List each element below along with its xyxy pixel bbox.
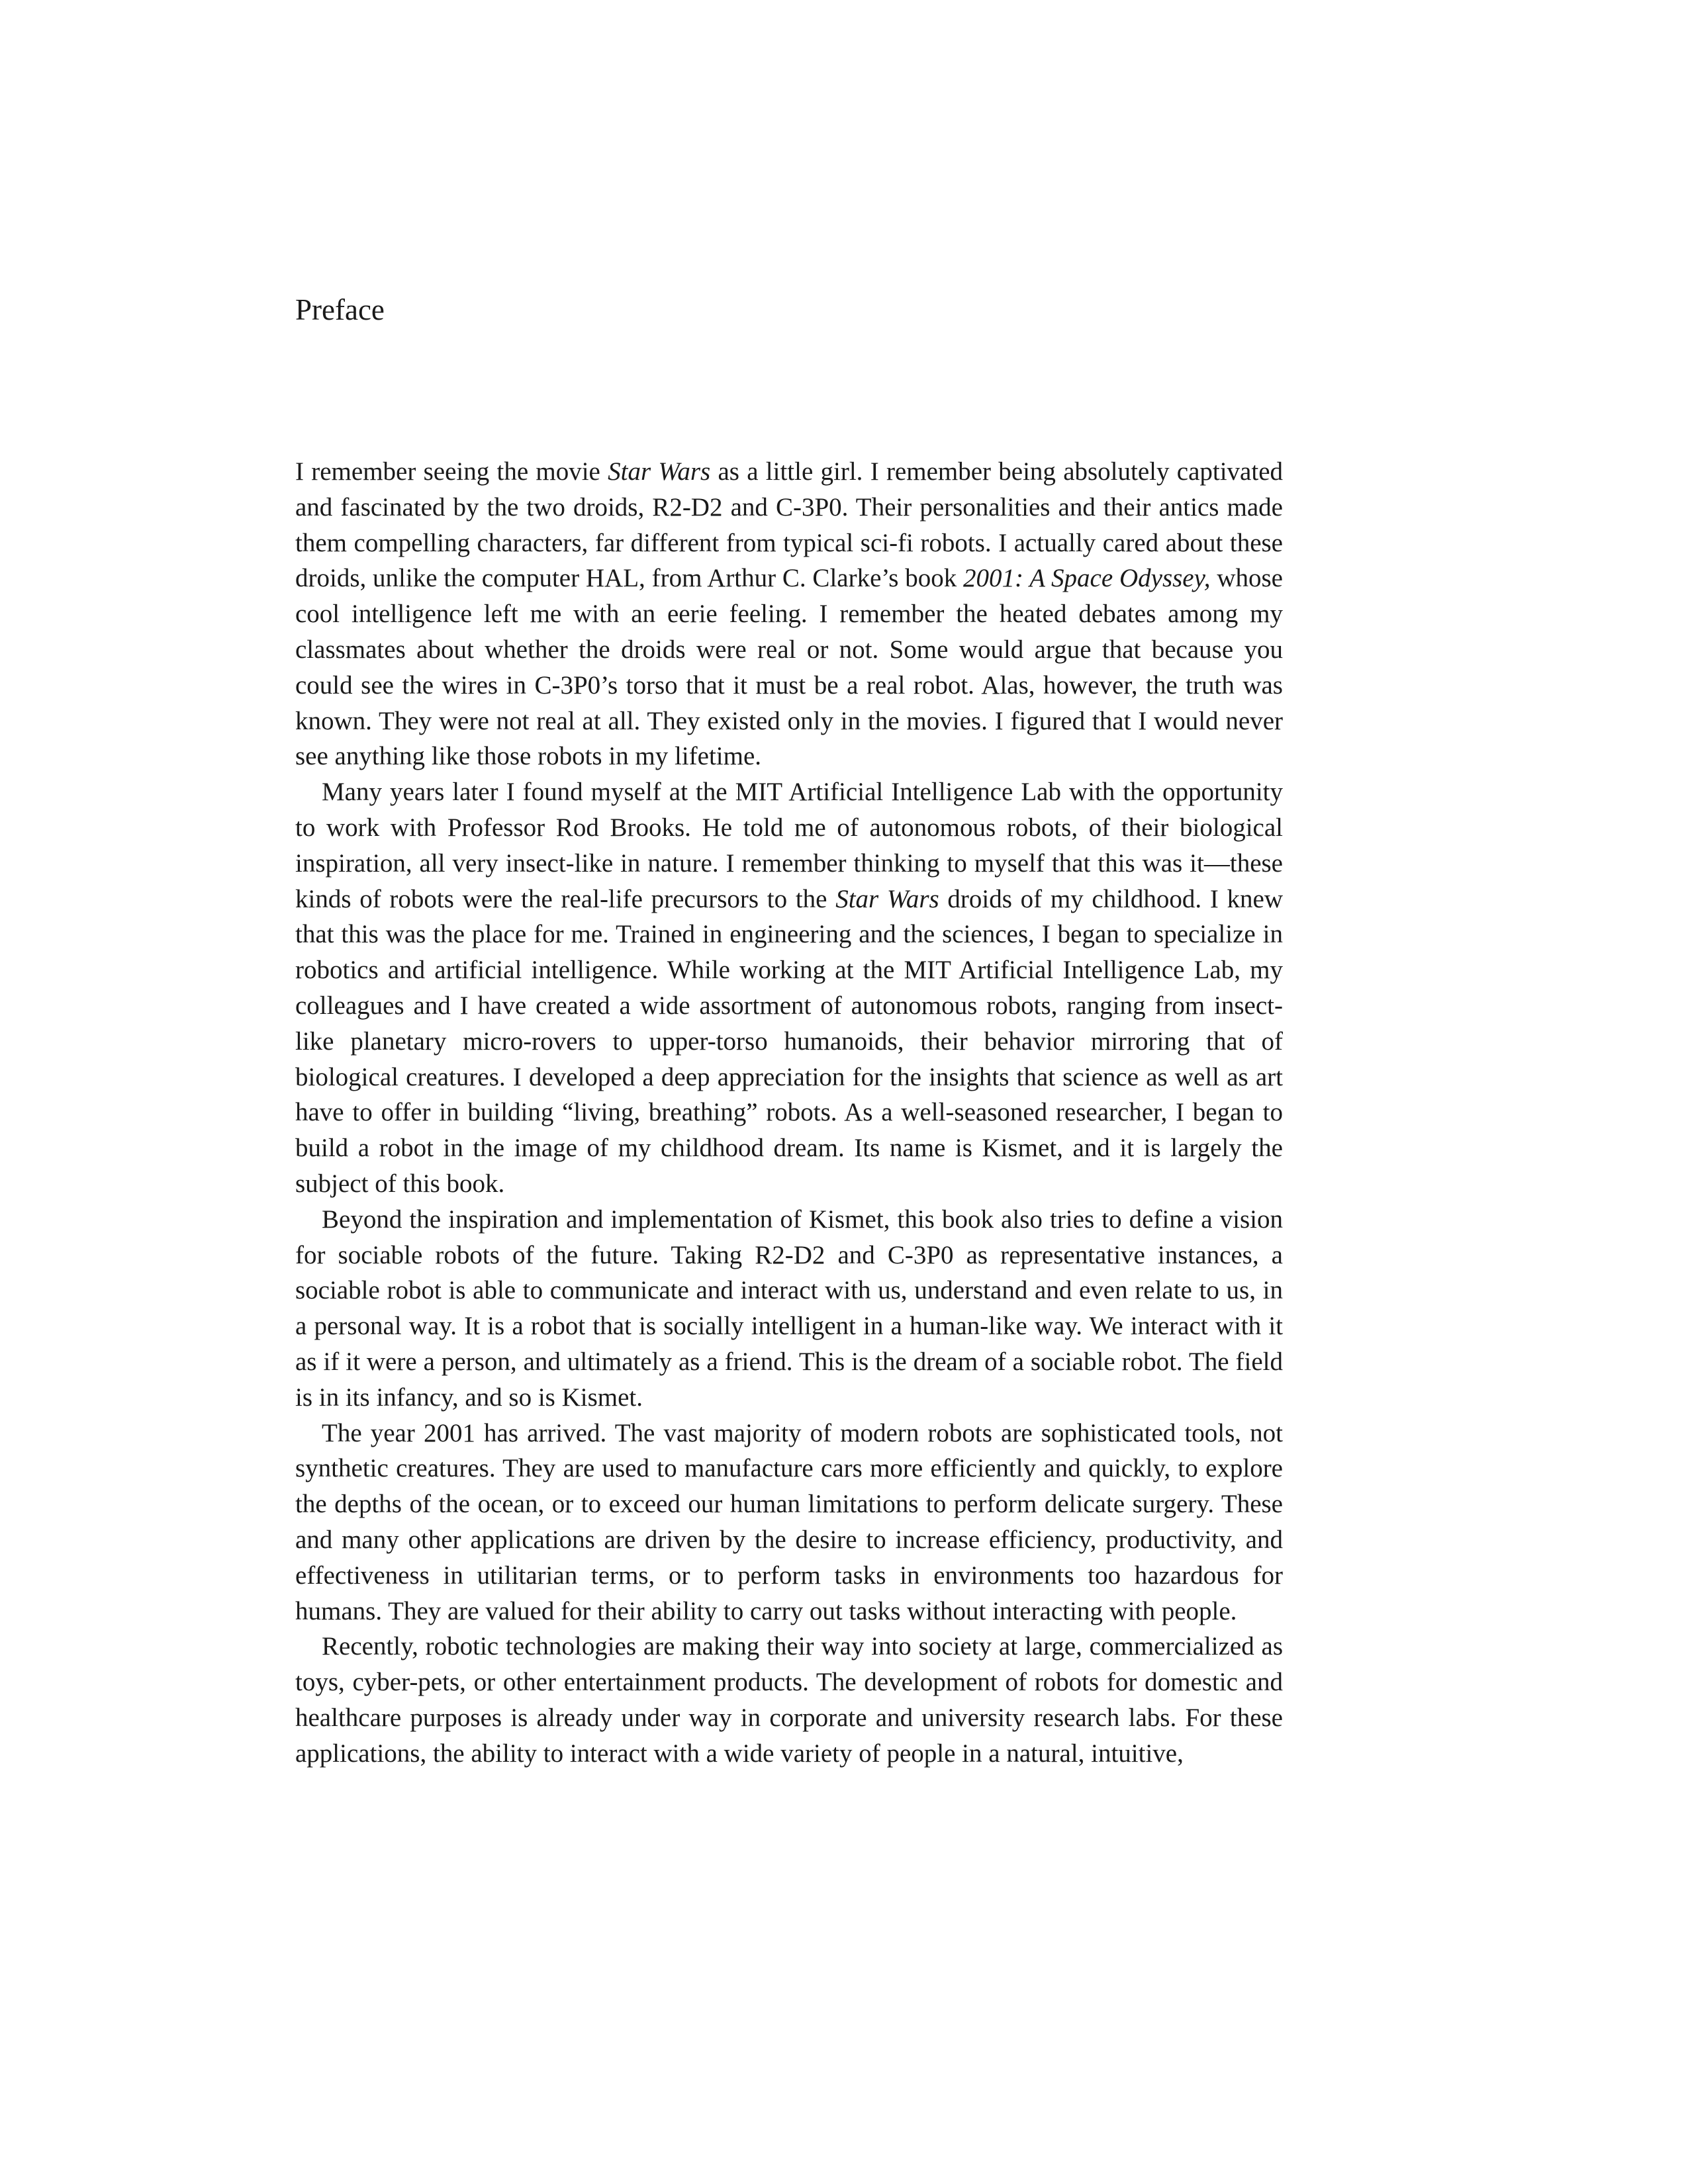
italic-text: Star Wars: [835, 884, 939, 913]
preface-body: [295, 454, 1283, 1771]
chapter-title: Preface: [295, 293, 385, 326]
paragraph: [295, 1202, 1283, 1416]
text-run: The year 2001 has arrived. The vast majority of modern robots are sophisticated tools, not synthetic creatures. They are used to manufacture cars more efficiently and quickly, to explore the depths of the ocean, or to exceed our human limitations to perform delicate surgery. These and many other applications are driven by the desire to increase efficiency, productivity, and effectiveness in utilitarian terms, or to perform tasks in environments too hazardous for humans. They are valued for their ability to carry out tasks without interacting with people.: [295, 1418, 1283, 1625]
paragraph: [295, 454, 1283, 774]
text-run: as a little girl. I remember being absolutely captivated and fascinated by the two droids, R2-D2 and C-3P0. Their personalities and their antics made them compelling characters, far different from typical sci-fi robots. I actually cared about these droids, unlike the computer HAL, from Arthur C. Clarke’s book: [295, 457, 1284, 593]
italic-text: 2001: A Space Odyssey,: [963, 564, 1211, 593]
text-run: I remember seeing the movie: [295, 457, 608, 486]
text-run: whose cool intelligence left me with an eerie feeling. I remember the heated debates among my classmates about whether the droids were real or not. Some would argue that because you could see the wires in C-3P0’s torso that it must be a real robot. Alas, however, the truth was known. They were not real at all. They existed only in the movies. I figured that I would never see anything like those robots in my lifetime.: [295, 564, 1283, 771]
italic-text: Star Wars: [608, 457, 711, 486]
text-run: Recently, robotic technologies are making their way into society at large, commercialized as toys, cyber-pets, or other entertainment products. The development of robots for domestic and healthcare purposes is already under way in corporate and university research labs. For these applications, the ability to interact with a wide variety of people in a natural, intuitive,: [295, 1632, 1283, 1768]
paragraph: [295, 1416, 1283, 1629]
text-run: droids of my childhood. I knew that this was the place for me. Trained in engineering and the sciences, I began to specialize in robotics and artificial intelligence. While working at the MIT Artificial Intelligence Lab, my colleagues and I have created a wide assortment of autonomous robots, ranging from insect-like planetary micro-rovers to upper-torso humanoids, their behavior mirroring that of biological creatures. I developed a deep appreciation for the insights that science as well as art have to offer in building “living, breathing” robots. As a well-seasoned researcher, I began to build a robot in the image of my childhood dream. Its name is Kismet, and it is largely the subject of this book.: [295, 884, 1284, 1198]
text-run: Beyond the inspiration and implementation of Kismet, this book also tries to define a vision for sociable robots of the future. Taking R2-D2 and C-3P0 as representative instances, a sociable robot is able to communicate and interact with us, understand and even relate to us, in a personal way. It is a robot that is socially intelligent in a human-like way. We interact with it as if it were a person, and ultimately as a friend. This is the dream of a sociable robot. The field is in its infancy, and so is Kismet.: [295, 1205, 1283, 1412]
text-run: Many years later I found myself at the MIT Artificial Intelligence Lab with the opportunity to work with Professor Rod Brooks. He told me of autonomous robots, of their biological inspiration, all very insect-like in nature. I remember thinking to myself that this was it—these kinds of robots were the real-life precursors to the: [295, 778, 1283, 913]
paragraph: [295, 1629, 1283, 1771]
paragraph: [295, 774, 1283, 1202]
